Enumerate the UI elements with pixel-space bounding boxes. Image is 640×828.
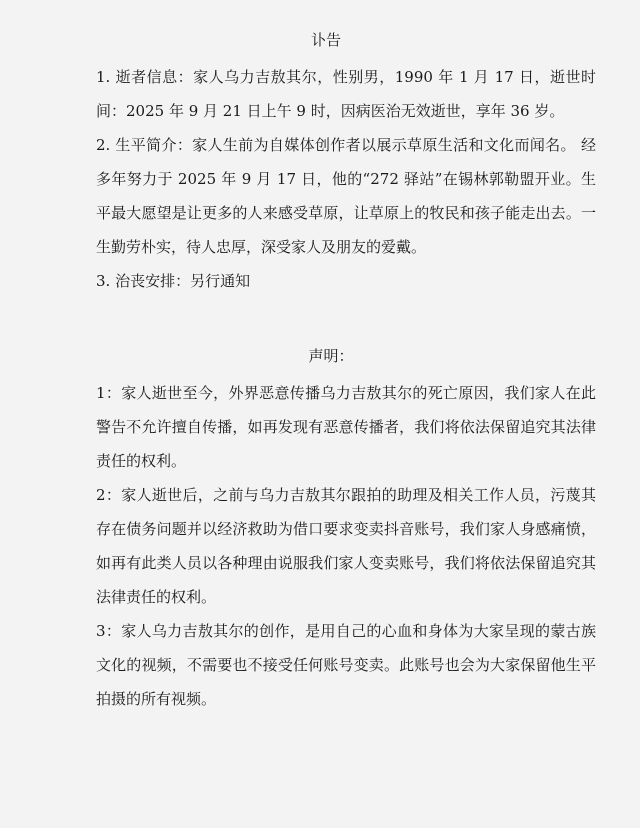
obituary-title: 讣告: [310, 31, 341, 49]
obituary-section: [96, 30, 596, 298]
obituary-item-3: 3. 治丧安排：另行通知: [96, 272, 251, 290]
statement-section: [96, 346, 596, 716]
statement-item-3: 3：家人乌力吉敖其尔的创作，是用自己的心血和身体为大家呈现的蒙古族文化的视频，不需要也不接受任何账号变卖。此账号也会为大家保留他生平拍摄的所有视频。: [96, 622, 596, 708]
statement-item-1: 1：家人逝世至今，外界恶意传播乌力吉敖其尔的死亡原因，我们家人在此警告不允许擅自传播，如再发现有恶意传播者，我们将依法保留追究其法律责任的权利。: [96, 384, 596, 470]
obituary-item-2: 2. 生平简介：家人生前为自媒体创作者以展示草原生活和文化而闻名。 经多年努力于 2025 年 9 月 17 日，他的“272 驿站”在锡林郭勒盟开业。生平最大愿望是让更多的人来感受草原，让草原上的牧民和孩子能走出去。一生勤劳朴实，待人忠厚，深受家人及朋友的爱戴。: [96, 136, 596, 256]
section-gap: [96, 298, 596, 346]
obituary-item-1: 1. 逝者信息：家人乌力吉敖其尔，性别男，1990 年 1 月 17 日，逝世时间：2025 年 9 月 21 日上午 9 时，因病医治无效逝世，享年 36 岁。: [96, 68, 596, 120]
statement-item-2: 2：家人逝世后，之前与乌力吉敖其尔跟拍的助理及相关工作人员，污蔑其存在债务问题并以经济救助为借口要求变卖抖音账号，我们家人身感痛愤，如再有此类人员以各种理由说服我们家人变卖账号，我们将依法保留追究其法律责任的权利。: [96, 486, 596, 606]
statement-title: 声明：: [308, 347, 354, 365]
